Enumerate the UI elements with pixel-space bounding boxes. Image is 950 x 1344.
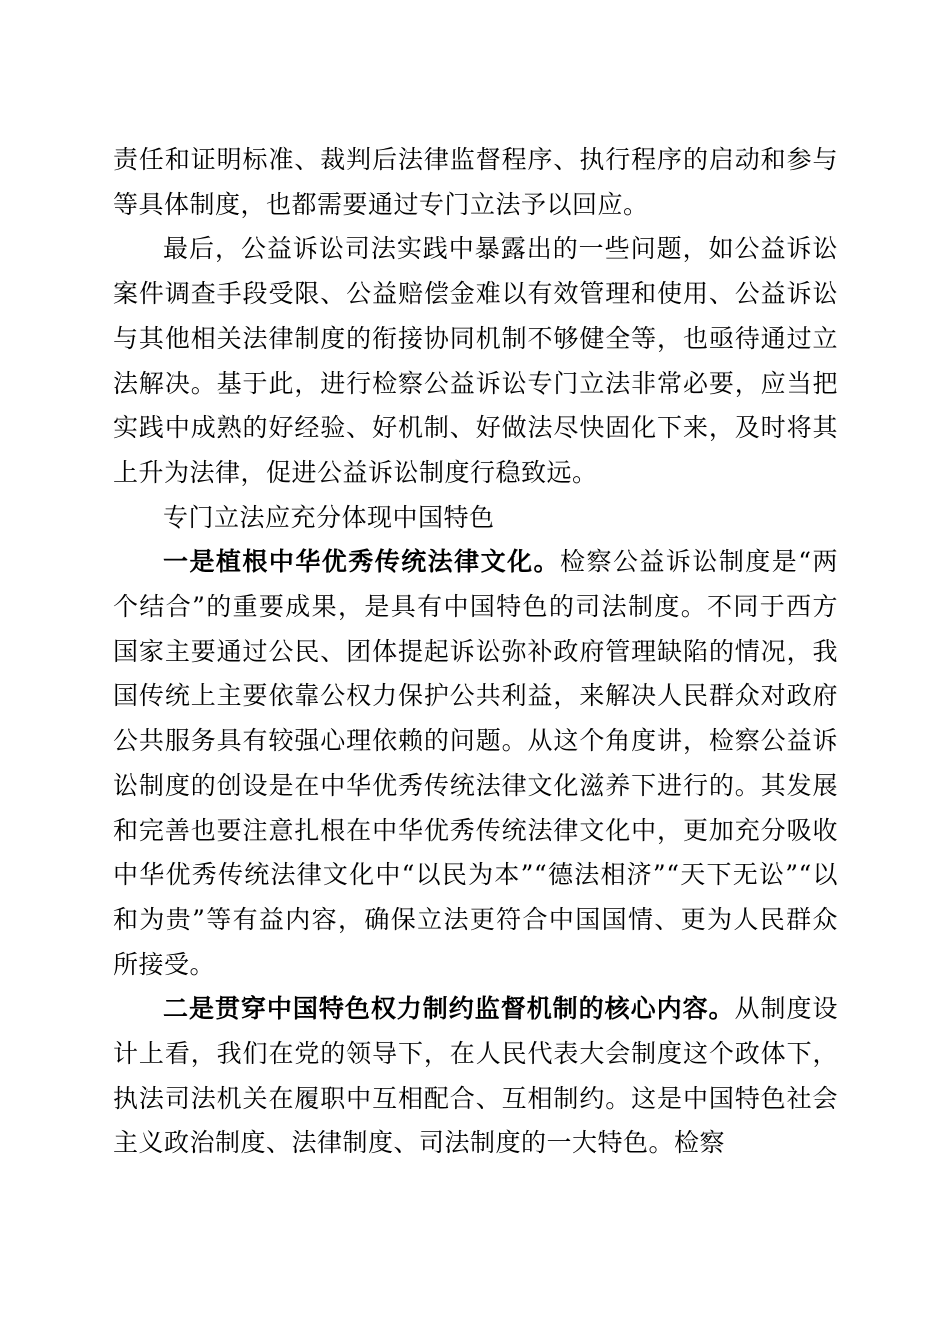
document-body [113,138,838,1166]
bold-lead-run: 一是植根中华优秀传统法律文化。 [163,547,561,577]
section-heading [113,496,838,541]
text-run: 从制度设计上看，我们在党的领导下，在人民代表大会制度这个政体下，执法司法机关在履职中互相配合、互相制约。这是中国特色社会主义政治制度、法律制度、司法制度的一大特色。检察 [113,994,838,1158]
text-run: 检察公益诉讼制度是“两个结合”的重要成果，是具有中国特色的司法制度。不同于西方国家主要通过公民、团体提起诉讼弥补政府管理缺陷的情况，我国传统上主要依靠公权力保护公共利益，来解决人民群众对政府公共服务具有较强心理依赖的问题。从这个角度讲，检察公益诉讼制度的创设是在中华优秀传统法律文化滋养下进行的。其发展和完善也要注意扎根在中华优秀传统法律文化中，更加充分吸收中华优秀传统法律文化中“以民为本”“德法相济”“天下无讼”“以和为贵”等有益内容，确保立法更符合中国国情、更为人民群众所接受。 [113,547,838,979]
paragraph-ershi [113,987,838,1166]
bold-lead-run: 二是贯穿中国特色权力制约监督机制的核心内容。 [163,994,735,1024]
heading-text: 专门立法应充分体现中国特色 [163,502,495,532]
text-run: 最后，公益诉讼司法实践中暴露出的一些问题，如公益诉讼案件调查手段受限、公益赔偿金难以有效管理和使用、公益诉讼与其他相关法律制度的衔接协同机制不够健全等，也亟待通过立法解决。基于此，进行检察公益诉讼专门立法非常必要，应当把实践中成熟的好经验、好机制、好做法尽快固化下来，及时将其上升为法律，促进公益诉讼制度行稳致远。 [113,234,838,487]
text-run: 责任和证明标准、裁判后法律监督程序、执行程序的启动和参与等具体制度，也都需要通过专门立法予以回应。 [113,145,838,219]
paragraph-zuihou [113,227,838,495]
paragraph-continuation [113,138,838,227]
paragraph-yishi [113,540,838,987]
